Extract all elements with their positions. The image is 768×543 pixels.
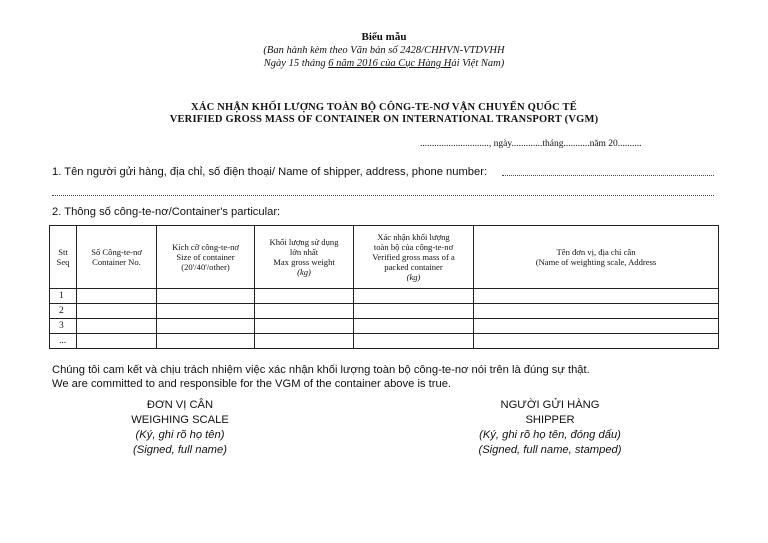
header-stt-line: Stt (58, 247, 68, 257)
container-no-cell[interactable] (77, 319, 157, 334)
header-max-gross-line: Max gross weight (273, 257, 335, 267)
size-cell[interactable] (157, 319, 255, 334)
issuance-note-line1: (Ban hành kèm theo Văn bản số 2428/CHHVN-VTDVHH (263, 45, 505, 56)
container-table (49, 225, 719, 349)
shipper-info-label: 1. Tên người gửi hàng, địa chỉ, số điện thoại/ Name of shipper, address, phone number: (52, 166, 488, 178)
size-cell[interactable] (157, 289, 255, 304)
header-container-no (77, 226, 157, 289)
header-vgm-line: packed container (384, 262, 443, 272)
shipper-info-dotted-line-2[interactable] (52, 195, 714, 196)
shipper-note-en: (Signed, full name, stamped) (478, 444, 622, 456)
header-container-size (157, 226, 255, 289)
header-container-no-line: Số Công-te-nơ (91, 247, 142, 257)
header-stt-line: Seq (56, 257, 70, 267)
table-row (50, 304, 719, 319)
vgm-cell[interactable] (354, 304, 474, 319)
shipper-title-en: SHIPPER (525, 414, 575, 426)
shipper-title-vi: NGƯỜI GỬI HÀNG (500, 399, 600, 411)
header-size-line: Size of container (176, 252, 235, 262)
scale-cell[interactable] (474, 304, 719, 319)
max-gross-cell[interactable] (255, 289, 354, 304)
table-row (50, 319, 719, 334)
weighing-scale-signature-block (80, 398, 280, 458)
container-no-cell[interactable] (77, 334, 157, 349)
commitment-english: We are committed to and responsible for the VGM of the container above is true. (52, 378, 452, 390)
weighing-scale-note-vi: (Ký, ghi rõ họ tên) (135, 429, 225, 441)
issuance-note-line2 (0, 58, 768, 69)
header-scale-line: (Name of weighting scale, Address (535, 257, 657, 267)
header-weighing-scale (474, 226, 719, 289)
issuance-note-line2-end: ải Việt Nam) (451, 58, 505, 69)
table-row (50, 289, 719, 304)
scale-cell[interactable] (474, 334, 719, 349)
vgm-cell[interactable] (354, 334, 474, 349)
row-seq: 1 (50, 289, 77, 304)
max-gross-cell[interactable] (255, 304, 354, 319)
scale-cell[interactable] (474, 289, 719, 304)
document-title-vietnamese: XÁC NHẬN KHỐI LƯỢNG TOÀN BỘ CÔNG-TE-NƠ VẬN CHUYỂN QUỐC TẾ (191, 102, 577, 113)
table-header-row (50, 226, 719, 289)
max-gross-cell[interactable] (255, 319, 354, 334)
header-size-line: Kích cỡ công-te-nơ (172, 242, 239, 252)
vgm-cell[interactable] (354, 319, 474, 334)
header-max-gross-weight (255, 226, 354, 289)
header-vgm-line: toàn bộ của công-te-nơ (373, 242, 454, 252)
row-seq: 2 (50, 304, 77, 319)
header-verified-gross-mass (354, 226, 474, 289)
header-stt (50, 226, 77, 289)
header-max-gross-unit: (kg) (297, 267, 311, 277)
issuance-note-line2-start: Ngày 15 tháng (263, 58, 329, 69)
header-max-gross-line: Khối lượng sử dụng (269, 237, 339, 247)
weighing-scale-title-vi: ĐƠN VỊ CÂN (146, 399, 214, 411)
row-seq: ... (50, 334, 77, 349)
container-no-cell[interactable] (77, 289, 157, 304)
document-title-english: VERIFIED GROSS MASS OF CONTAINER ON INTERNATIONAL TRANSPORT (VGM) (169, 114, 599, 125)
header-size-line: (20'/40'/other) (181, 262, 230, 272)
row-seq: 3 (50, 319, 77, 334)
scale-cell[interactable] (474, 319, 719, 334)
size-cell[interactable] (157, 304, 255, 319)
issuance-note-line2-underlined: 6 năm 2016 của Cục Hàng H (328, 58, 452, 69)
header-container-no-line: Container No. (92, 257, 141, 267)
header-max-gross-line: lớn nhất (289, 247, 319, 257)
container-particulars-label: 2. Thông số công-te-nơ/Container's particular: (52, 206, 281, 218)
shipper-signature-block (450, 398, 650, 458)
max-gross-cell[interactable] (255, 334, 354, 349)
container-no-cell[interactable] (77, 304, 157, 319)
header-vgm-line: Xác nhận khối lượng (377, 232, 450, 242)
header-vgm-unit: (kg) (406, 272, 421, 282)
table-row (50, 334, 719, 349)
vgm-cell[interactable] (354, 289, 474, 304)
header-vgm-line: Verified gross mass of a (372, 252, 455, 262)
shipper-note-vi: (Ký, ghi rõ họ tên, đóng dấu) (479, 429, 621, 441)
shipper-info-dotted-line[interactable] (502, 175, 714, 176)
size-cell[interactable] (157, 334, 255, 349)
commitment-vietnamese: Chúng tôi cam kết và chịu trách nhiệm việc xác nhận khối lượng toàn bộ công-te-nơ nói trên là đúng sự thật. (52, 364, 590, 376)
weighing-scale-note-en: (Signed, full name) (133, 444, 227, 456)
form-title: Biểu mẫu (361, 31, 407, 43)
date-line: ............................., ngày.............tháng...........năm 20.......... (420, 139, 642, 149)
weighing-scale-title-en: WEIGHING SCALE (131, 414, 229, 426)
header-scale-line: Tên đơn vị, địa chỉ cân (556, 247, 636, 257)
